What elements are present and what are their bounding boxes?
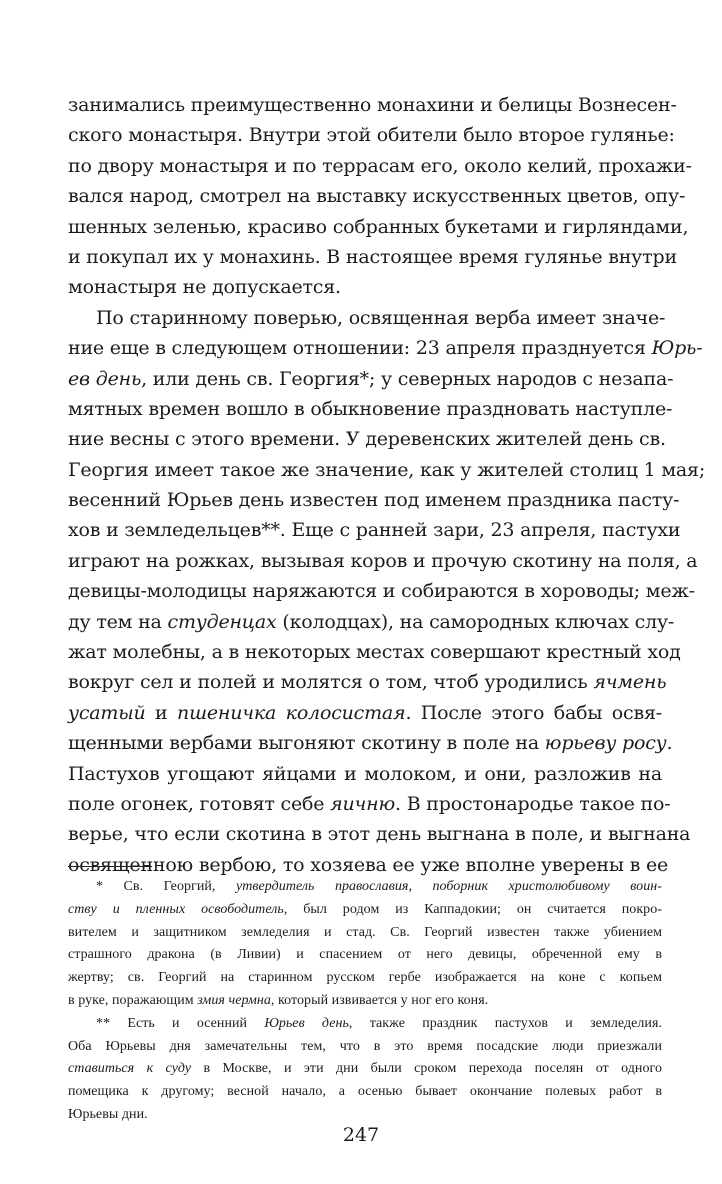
text-line (68, 637, 681, 667)
main-text (68, 90, 706, 880)
italic-run: студенцах (167, 610, 277, 633)
text-line (68, 876, 662, 899)
italic-run: ячмень (593, 671, 667, 694)
text-line (68, 667, 667, 697)
text-run: в руке, поражающим (68, 992, 198, 1008)
text-line: играют на рожках, вызывая коров и прочую скотину на поля, а (68, 549, 698, 572)
paragraph-2 (68, 303, 706, 880)
italic-run: ставиться к суду (68, 1061, 192, 1077)
text-line: освященною вербою, то хозяева ее уже вполне уверены в ее (68, 853, 669, 876)
text-line: мятных времен вошло в обыкновение праздновать наступле- (68, 397, 673, 420)
text-line: страшного дракона (в Ливии) и спасением от него девицы, обреченной ему в (68, 947, 662, 963)
text-line: По старинному поверью, освященная верба имеет значе- (96, 306, 666, 329)
italic-run: Юрь- (651, 337, 703, 360)
text-line: помещика к другому; весной начало, а осенью бывает окончание полевых работ в (68, 1084, 662, 1100)
text-line: весенний Юрьев день известен под именем праздника пасту- (68, 489, 680, 512)
text-run: (колодцах), на самородных ключах слу- (276, 610, 675, 633)
italic-run: утвердитель православия, поборник христолюбивому воин- (235, 879, 662, 894)
text-line: занимались преимущественно монахини и белицы Вознесен- (68, 94, 677, 116)
text-line: Оба Юрьевы дня замечательны тем, что в это время посадские люди приезжали (68, 1038, 662, 1054)
text-line: ние весны с этого времени. У деревенских жителей день св. (68, 428, 666, 451)
text-line: вался народ, смотрел на выставку искусственных цветов, опу- (68, 185, 686, 208)
text-run: ние еще в следующем отношении: 23 апреля празднуется (68, 337, 652, 360)
italic-run: ству и пленных освободитель (68, 901, 284, 917)
text-line: Юрьевы дни. (68, 1106, 148, 1122)
text-run: щенными вербами выгоняют скотину в поле на (68, 732, 545, 755)
footnote-separator (68, 866, 152, 867)
text-line (68, 333, 703, 363)
text-line: девицы-молодицы наряжаются и собираются в хороводы; меж- (68, 580, 695, 603)
text-line: Пастухов угощают яйцами и молоком, и они, разложив на (68, 762, 662, 785)
text-line: по двору монастыря и по террасам его, около келий, прохажи- (68, 154, 692, 177)
text-line (68, 607, 675, 637)
text-line (68, 789, 671, 819)
text-run: . (666, 732, 673, 755)
text-run: . После этого бабы освя- (405, 701, 662, 724)
text-line (68, 728, 673, 758)
italic-run: Юрьев день (264, 1015, 349, 1031)
text-line (68, 698, 662, 728)
italic-run: юрьеву росу (544, 732, 667, 755)
text-line: шенных зеленью, красиво собранных букетами и гирляндами, (68, 215, 689, 238)
text-run: в Москве, и эти дни были сроком перехода поселян от одного (191, 1061, 662, 1077)
text-line: жертву; св. Георгий на старинном русском гербе изображается на коне с копьем (68, 970, 662, 986)
text-line (68, 1013, 662, 1036)
text-run: и (145, 701, 178, 724)
text-line (68, 364, 674, 394)
text-line: верье, что если скотина в этот день выгнана в поле, и выгнана (68, 823, 691, 846)
footnote-1 (68, 876, 662, 1013)
text-run: поле огонек, готовят себе (68, 792, 331, 815)
text-run: , который извивается у ног его коня. (270, 992, 489, 1008)
italic-run: яичню (330, 792, 396, 815)
text-run: , был родом из Каппадокии; он считается покро- (283, 901, 662, 917)
text-line: Георгия имеет такое же значение, как у жителей столиц 1 мая; (68, 458, 706, 481)
text-run: ду тем на (68, 610, 168, 633)
text-line (68, 899, 662, 922)
italic-run: пшеничка колосистая (177, 701, 406, 724)
text-line: вителем и защитником земледелия и стад. Св. Георгий известен также убиением (68, 924, 662, 940)
text-run: ** Есть и осенний (96, 1015, 265, 1031)
text-line: и покупал их у монахинь. В настоящее время гулянье внутри (68, 245, 677, 268)
text-run: . В простонародье такое по- (395, 792, 671, 815)
text-run: вокруг сел и полей и молятся о том, чтоб уродились (68, 671, 594, 694)
text-run: , или день св. Георгия*; у северных народов с незапа- (141, 367, 674, 390)
paragraph-1 (68, 90, 692, 303)
footnote-2 (68, 1013, 662, 1127)
text-run: , также праздник пастухов и земледелия. (348, 1015, 662, 1031)
italic-run: усатый (68, 701, 146, 724)
text-line: ского монастыря. Внутри этой обители было второе гулянье: (68, 124, 675, 147)
text-run: * Св. Георгий, (96, 879, 236, 894)
text-line: монастыря не допускается. (68, 276, 341, 299)
footnotes (68, 876, 662, 1127)
text-line (68, 990, 662, 1013)
italic-run: змия чермна (197, 992, 271, 1008)
text-run: жат молебны, а в некоторых местах совершают крестный ход (68, 641, 681, 664)
text-line (68, 1058, 662, 1081)
text-line: хов и земледельцев**. Еще с ранней зари, 23 апреля, пастухи (68, 519, 681, 542)
italic-run: ев день (68, 367, 142, 390)
page-number: 247 (342, 1124, 380, 1146)
